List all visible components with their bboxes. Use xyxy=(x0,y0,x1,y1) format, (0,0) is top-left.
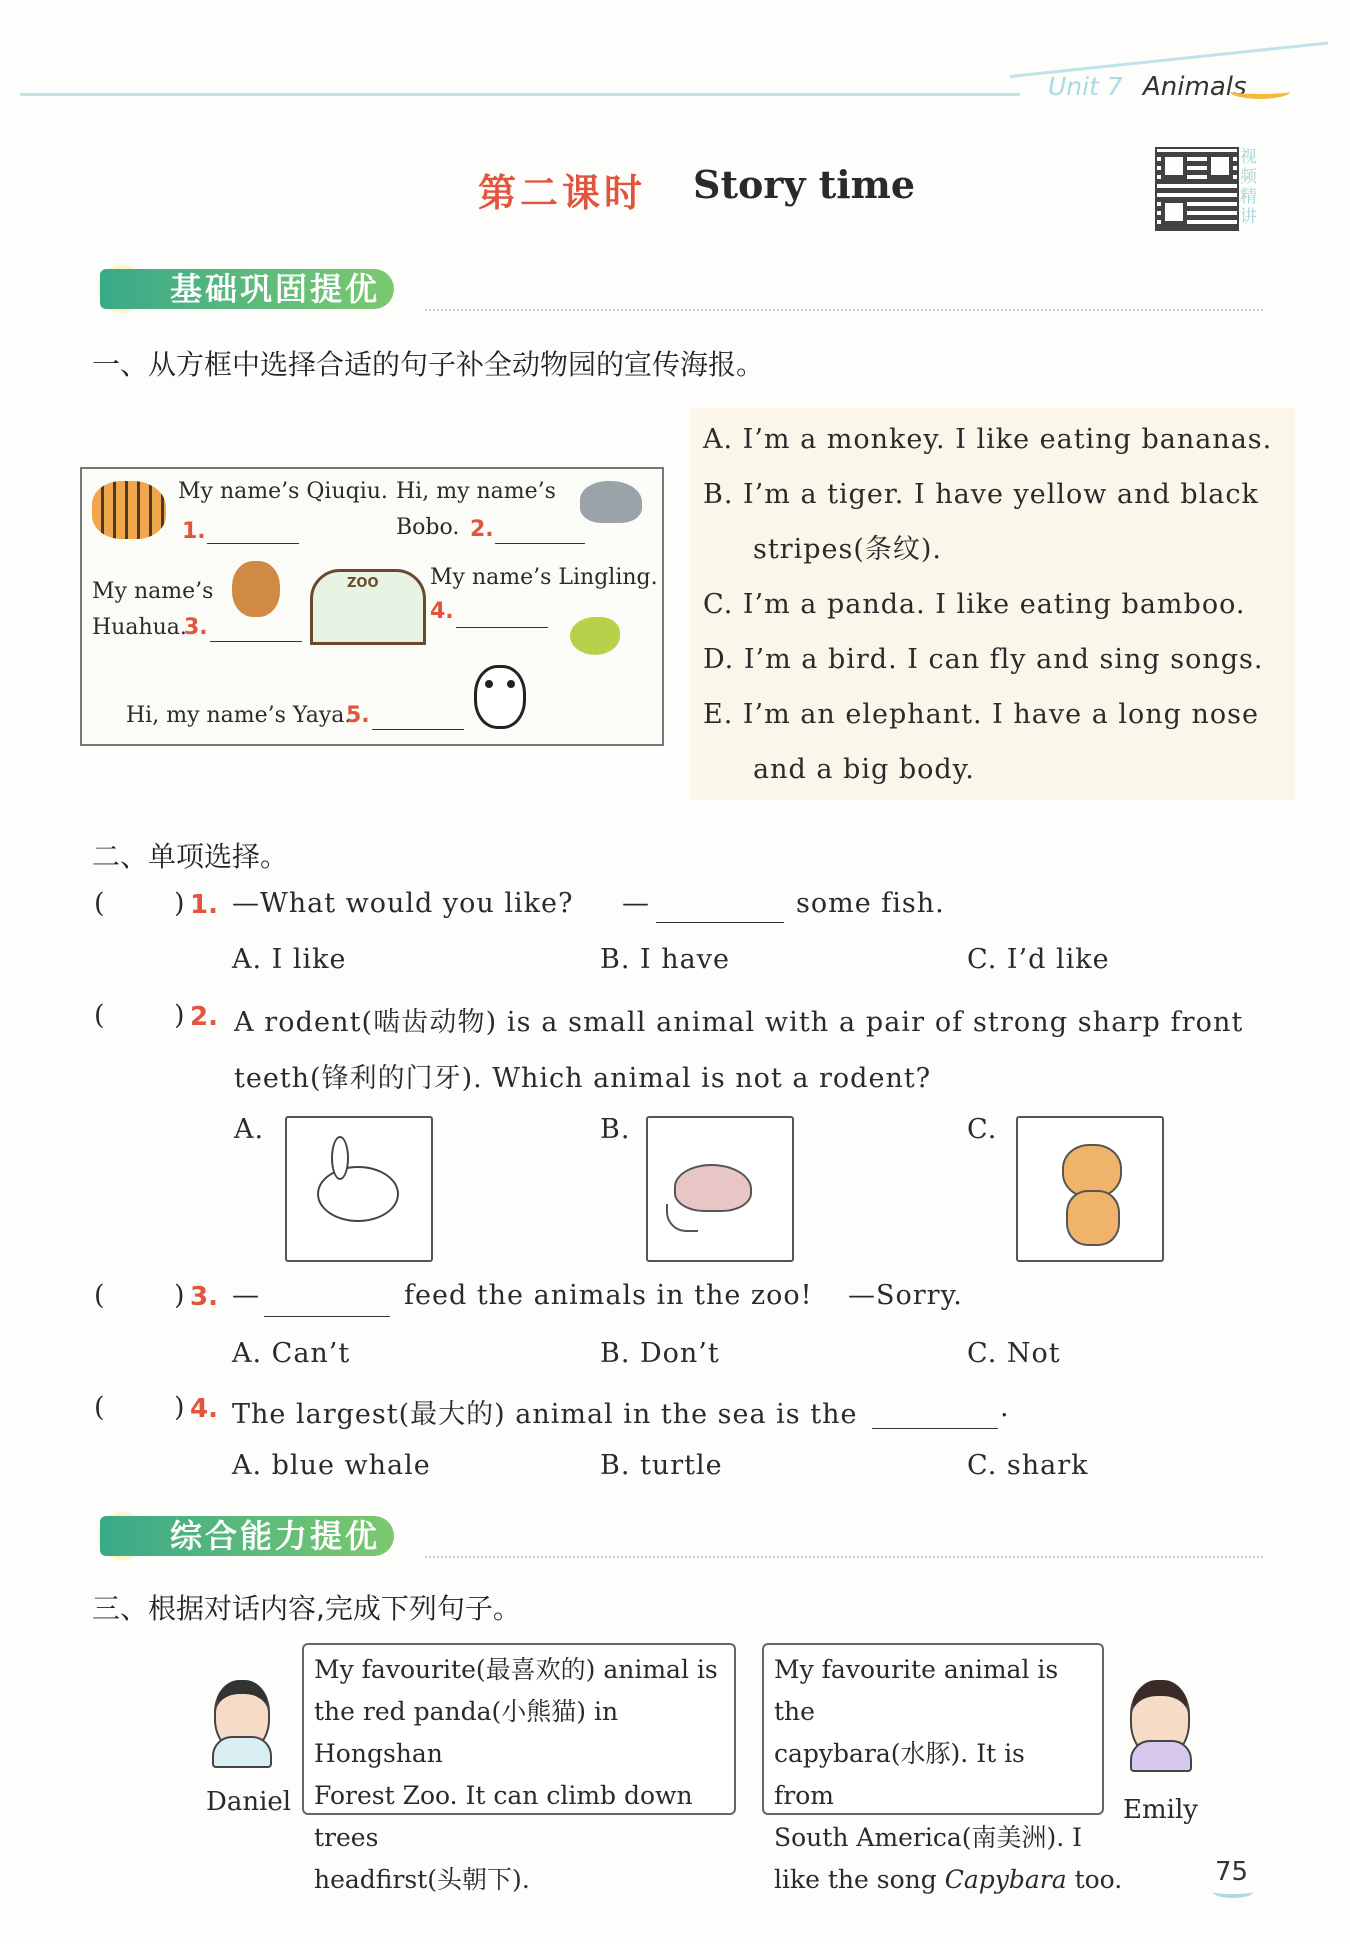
section1-title: 一、从方框中选择合适的句子补全动物园的宣传海报。 xyxy=(92,348,765,381)
q1-option-a[interactable]: A. I like xyxy=(232,944,347,975)
q3-dash: — xyxy=(232,1280,260,1311)
q2-option-b[interactable]: B. xyxy=(600,1114,631,1145)
q1-dash: — xyxy=(622,888,650,919)
poster-num-5: 5. xyxy=(346,703,370,728)
choice-a: A. I’m a monkey. I like eating bananas. xyxy=(703,424,1273,455)
mouse-tail-icon xyxy=(666,1204,698,1232)
page-number: 75 xyxy=(1215,1857,1249,1887)
q1-option-c[interactable]: C. I’d like xyxy=(967,944,1110,975)
emily-speech-bubble xyxy=(762,1643,1123,1894)
q3-paren-open: ( xyxy=(94,1280,105,1311)
poster-huahua-a: My name’s xyxy=(92,579,214,604)
poster-num-2: 2. xyxy=(470,517,494,542)
tiger-icon xyxy=(92,481,166,539)
choice-e: E. I’m an elephant. I have a long nose xyxy=(703,699,1259,730)
choice-d: D. I’m a bird. I can fly and sing songs. xyxy=(703,644,1264,675)
q4-end: . xyxy=(1000,1392,1010,1423)
q4-option-b[interactable]: B. turtle xyxy=(600,1450,723,1481)
q1-number: 1. xyxy=(190,890,218,920)
q1-blank[interactable] xyxy=(656,894,784,923)
poster-bobo-a: Hi, my name’s xyxy=(396,479,556,504)
daniel-name: Daniel xyxy=(206,1787,292,1817)
q1-option-b[interactable]: B. I have xyxy=(600,944,730,975)
q3-number: 3. xyxy=(190,1282,218,1312)
daniel-line-4: headfirst(头朝下). xyxy=(314,1865,530,1894)
choice-c: C. I’m a panda. I like eating bamboo. xyxy=(703,589,1246,620)
zoo-gate-icon: ZOO xyxy=(310,569,426,645)
elephant-icon xyxy=(580,481,642,523)
q3-reply: —Sorry. xyxy=(848,1280,963,1311)
banner-advanced: 综合能力提优 xyxy=(100,1516,394,1556)
poster-blank-1[interactable] xyxy=(207,519,299,544)
emily-line-4: like the song Capybara too. xyxy=(774,1865,1123,1894)
q1-paren-close: ) xyxy=(174,888,185,919)
choice-b: B. I’m a tiger. I have yellow and black xyxy=(703,479,1259,510)
poster-qiuqiu: My name’s Qiuqiu. xyxy=(178,479,388,504)
daniel-speech-bubble xyxy=(302,1643,736,1894)
poster-num-4: 4. xyxy=(430,599,454,624)
q4-option-a[interactable]: A. blue whale xyxy=(232,1450,431,1481)
poster-bobo-b: Bobo. xyxy=(396,515,460,540)
poster-blank-5[interactable] xyxy=(372,705,464,730)
panda-icon xyxy=(474,665,526,729)
q4-text: The largest(最大的) animal in the sea is the xyxy=(232,1399,858,1430)
q1-paren-open: ( xyxy=(94,888,105,919)
q2-line1: A rodent(啮齿动物) is a small animal with a pair of strong sharp front xyxy=(234,1007,1244,1038)
banner-advanced-divider xyxy=(425,1556,1263,1558)
swoosh-icon xyxy=(1230,84,1290,99)
emily-line-3: South America(南美洲). I xyxy=(774,1823,1083,1852)
choice-b-cont: stripes(条纹). xyxy=(753,534,943,565)
q4-option-c[interactable]: C. shark xyxy=(967,1450,1089,1481)
cat-body-icon xyxy=(1066,1190,1120,1246)
q3-blank[interactable] xyxy=(264,1288,390,1317)
section3-title: 三、根据对话内容,完成下列句子。 xyxy=(92,1592,521,1625)
q3-option-a[interactable]: A. Can’t xyxy=(232,1338,351,1369)
q2-paren-close: ) xyxy=(174,1000,185,1031)
q4-paren-open: ( xyxy=(94,1392,105,1423)
zoo-poster xyxy=(80,467,664,746)
q4-blank[interactable] xyxy=(872,1400,998,1429)
lesson-title-en: Story time xyxy=(693,162,916,207)
q2-option-c[interactable]: C. xyxy=(967,1114,998,1145)
q3-option-b[interactable]: B. Don’t xyxy=(600,1338,720,1369)
banner-basic-divider xyxy=(425,309,1263,311)
q4-number: 4. xyxy=(190,1394,218,1424)
q3-option-c[interactable]: C. Not xyxy=(967,1338,1061,1369)
poster-huahua-b: Huahua. xyxy=(92,615,187,640)
bird-icon xyxy=(570,617,620,655)
q2-paren-open: ( xyxy=(94,1000,105,1031)
page-number-swoosh-icon xyxy=(1213,1886,1253,1898)
unit-label: Unit 7 xyxy=(1048,72,1123,101)
rabbit-icon xyxy=(317,1166,399,1222)
poster-num-3: 3. xyxy=(184,615,208,640)
banner-basic: 基础巩固提优 xyxy=(100,269,394,309)
monkey-icon xyxy=(232,561,280,617)
daniel-line-1: My favourite(最喜欢的) animal is xyxy=(314,1655,718,1684)
poster-blank-2[interactable] xyxy=(495,519,585,544)
header-rule xyxy=(20,93,1020,96)
daniel-line-2: the red panda(小熊猫) in Hongshan xyxy=(314,1697,619,1768)
lesson-title-cn: 第二课时 xyxy=(478,170,647,215)
q3-text: feed the animals in the zoo! xyxy=(404,1280,813,1311)
daniel-avatar xyxy=(208,1680,272,1766)
emily-name: Emily xyxy=(1123,1795,1198,1825)
unit-title: Animals xyxy=(1143,72,1247,102)
q1-text-a: —What would you like? xyxy=(232,888,574,919)
section2-title: 二、单项选择。 xyxy=(92,840,289,873)
poster-lingling: My name’s Lingling. xyxy=(430,565,658,590)
q2-option-a[interactable]: A. xyxy=(234,1114,265,1145)
emily-avatar xyxy=(1124,1680,1194,1770)
qr-label: 视频精讲 xyxy=(1240,147,1257,227)
q2-number: 2. xyxy=(190,1002,218,1032)
q3-paren-close: ) xyxy=(174,1280,185,1311)
daniel-line-3: Forest Zoo. It can climb down trees xyxy=(314,1781,693,1852)
poster-yaya: Hi, my name’s Yaya. xyxy=(126,703,352,728)
q2-cat-picture[interactable] xyxy=(1016,1116,1164,1262)
rabbit-ear-icon xyxy=(331,1136,349,1180)
choice-e-cont: and a big body. xyxy=(753,754,975,785)
poster-blank-4[interactable] xyxy=(456,603,548,628)
emily-line-1: My favourite animal is the xyxy=(774,1655,1059,1726)
qr-code-icon[interactable] xyxy=(1155,147,1239,231)
emily-line-2: capybara(水豚). It is from xyxy=(774,1739,1025,1810)
q2-line2: teeth(锋利的门牙). Which animal is not a rodent? xyxy=(234,1063,932,1094)
q2-mouse-picture[interactable] xyxy=(646,1116,794,1262)
q1-text-b: some fish. xyxy=(796,888,945,919)
q4-paren-close: ) xyxy=(174,1392,185,1423)
poster-blank-3[interactable] xyxy=(210,617,302,642)
poster-num-1: 1. xyxy=(182,519,206,544)
q2-rabbit-picture[interactable] xyxy=(285,1116,433,1262)
